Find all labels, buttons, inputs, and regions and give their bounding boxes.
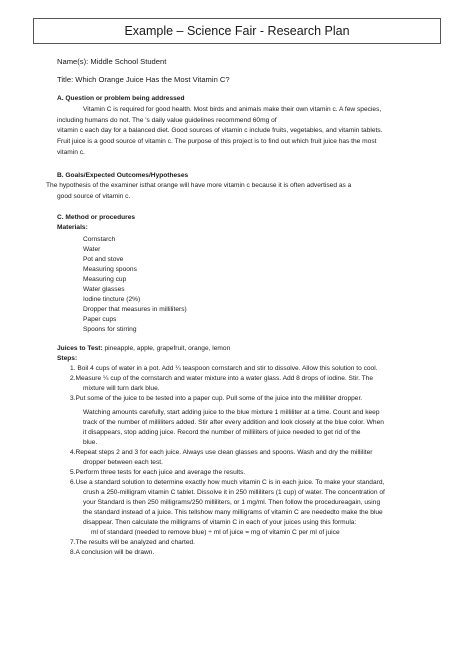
step-line: 6.Use a standard solution to determine exactly how much vitamin C is in each juice. To make your standard,: [70, 479, 385, 486]
materials-label: Materials:: [57, 224, 88, 231]
step-formula: ml of standard (needed to remove blue) ÷ ml of juice = mg of vitamin C per ml of juice: [91, 529, 340, 536]
material-item: Paper cups: [83, 316, 117, 323]
steps-label: Steps:: [57, 355, 78, 362]
step-line: crush a 250-milligram vitamin C tablet. Dissolve it in 250 milliliters (1 cup) of water. The concentration of: [83, 489, 385, 496]
project-title: Title: Which Orange Juice Has the Most Vitamin C?: [57, 75, 230, 84]
material-item: Dropper that measures in milliliters): [83, 306, 187, 313]
section-a-line: Fruit juice is a good source of vitamin c. The purpose of this project is to find out which fruit juice has the most: [57, 138, 377, 145]
step-line: your Standard is then 250 milligrams/250 milliliters, or 1 mg/ml. Then follow the procedureagain, using: [83, 499, 381, 506]
step-line: 7.The results will be analyzed and charted.: [70, 539, 195, 546]
material-item: Cornstarch: [83, 236, 116, 243]
section-a-line: Vitamin C is required for good health. Most birds and animals make their own vitamin c. A few species,: [83, 106, 382, 113]
step-line: 4.Repeat steps 2 and 3 for each juice. Always use clean glasses and spoons. Wash and dry the milliliter: [70, 449, 373, 456]
material-item: Water: [83, 246, 101, 253]
material-item: Pot and stove: [83, 256, 124, 263]
step-line: 1. Boil 4 cups of water in a pot. Add ¼ teaspoon cornstarch and stir to dissolve. Allow this solution to cool.: [70, 365, 378, 372]
step-line: blue.: [83, 439, 98, 446]
section-a-heading: A. Question or problem being addressed: [57, 95, 185, 102]
step-line: mixture will turn dark blue.: [83, 385, 160, 392]
juices-to-test: [57, 345, 230, 353]
step-line: Watching amounts carefully, start adding juice to the blue mixture 1 milliliter at a time. Count and keep: [83, 409, 380, 416]
section-b-line: The hypothesis of the examiner isthat orange will have more vitamin c because it is often advertised as a: [46, 182, 352, 189]
step-line: 2.Measure ¼ cup of the cornstarch and water mixture into a water glass. Add 8 drops of iodine. Stir. The: [70, 375, 373, 382]
step-line: 3.Put some of the juice to be tested into a paper cup. Pull some of the juice into the milliliter dropper.: [70, 395, 363, 402]
material-item: Iodine tincture (2%): [83, 296, 141, 303]
section-a-line: vitamin c.: [57, 149, 85, 156]
step-line: disappear. Then calculate the milligrams of vitamin C in each of your juices using this formula:: [83, 519, 357, 526]
document-title: Example – Science Fair - Research Plan: [33, 18, 441, 44]
section-a-line: including humans do not. The 's daily value guidelines recommend 60mg of: [57, 117, 277, 124]
material-item: Measuring cup: [83, 276, 127, 283]
juices-value: pineapple, apple, grapefruit, orange, lemon: [102, 345, 231, 352]
section-b-heading: B. Goals/Expected Outcomes/Hypotheses: [57, 172, 189, 179]
step-line: dropper between each test.: [83, 459, 163, 466]
material-item: Water glasses: [83, 286, 125, 293]
material-item: Spoons for stirring: [83, 326, 137, 333]
student-names: Name(s): Middle School Student: [57, 57, 167, 66]
juices-label: Juices to Test:: [57, 345, 103, 352]
material-item: Measuring spoons: [83, 266, 137, 273]
step-line: 8.A conclusion will be drawn.: [70, 549, 155, 556]
section-c-heading: C. Method or procedures: [57, 214, 136, 221]
step-line: track of the number of milliliters added. Stir after every addition and look closely at the blue color. When: [83, 419, 384, 426]
section-a-line: vitamin c each day for a balanced diet. Good sources of vitamin c include fruits, vegetables, and vitamin tablets.: [57, 127, 383, 134]
step-line: the standard instead of a juice. This tellshow many milligrams of vitamin C are neededto make the blue: [83, 509, 383, 516]
step-line: 5.Perform three tests for each juice and average the results.: [70, 469, 246, 476]
section-b-line: good source of vitamin c.: [57, 193, 131, 200]
step-line: it disappears, stop adding juice. Record the number of milliliters of juice needed to get rid of the: [83, 429, 361, 436]
